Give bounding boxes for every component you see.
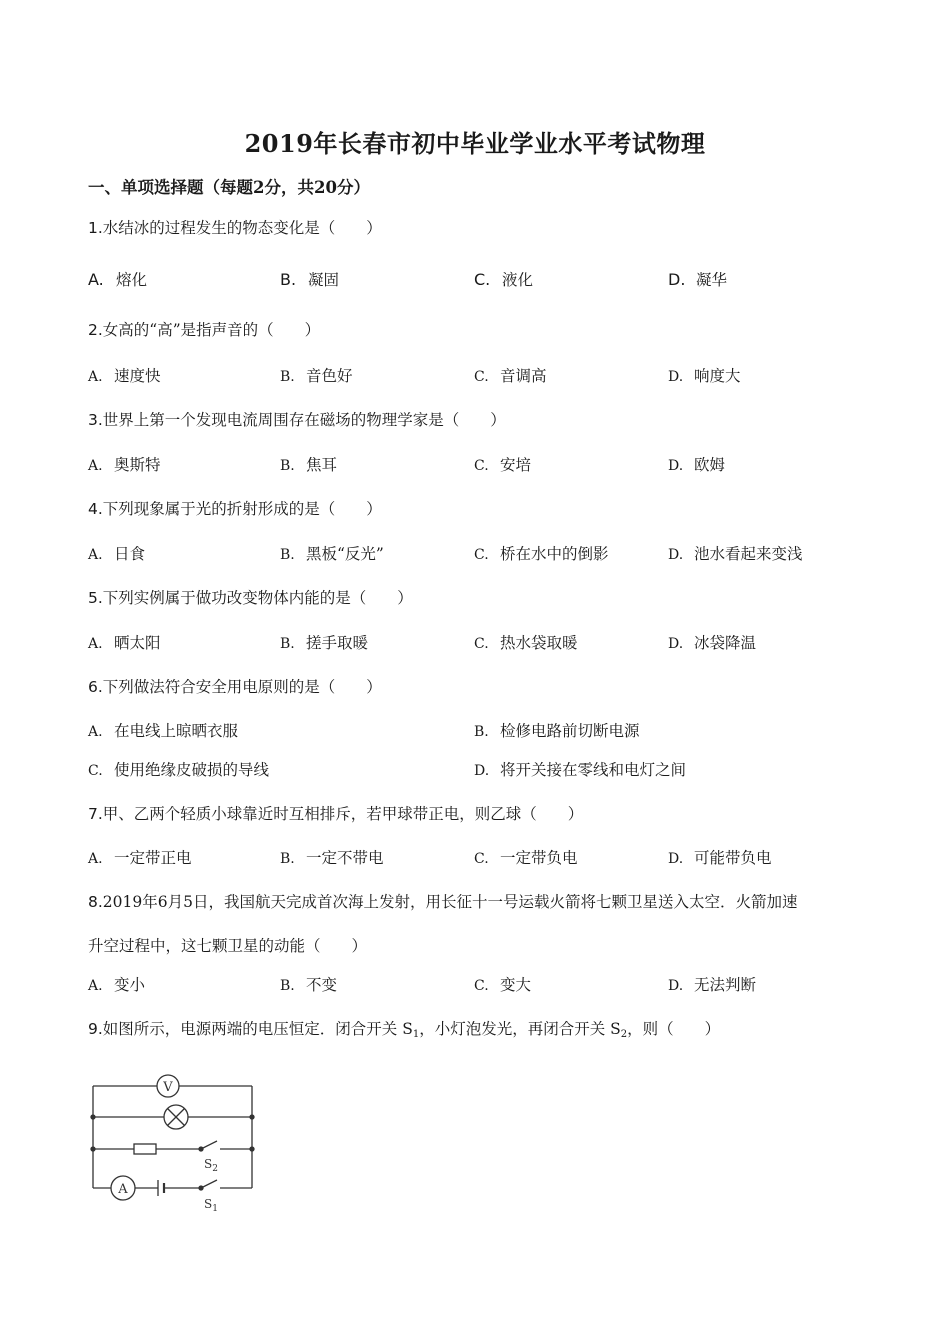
switch-subscript: 2	[212, 1164, 218, 1174]
option-d[interactable]	[668, 453, 725, 475]
ammeter-label: A	[118, 1182, 128, 1197]
option-letter: A.	[88, 369, 103, 385]
option-letter: D.	[474, 763, 490, 779]
question-number: 5.	[88, 589, 103, 607]
option-text: 液化	[502, 271, 534, 289]
question-6	[88, 675, 382, 697]
option-letter: A.	[88, 458, 103, 474]
option-text: 变大	[500, 976, 532, 994]
circuit-diagram	[84, 1070, 264, 1220]
question-number: 3.	[88, 411, 103, 429]
option-c[interactable]	[474, 846, 578, 868]
question-text: 2019年6月5日，我国航天完成首次海上发射，用长征十一号运载火箭将七颗卫星送入太空．火箭加速	[102, 893, 798, 911]
option-text: 凝华	[696, 271, 728, 289]
switch-letter: S	[204, 1197, 213, 1211]
option-letter: B.	[280, 636, 295, 652]
question-text: 下列现象属于光的折射形成的是（ ）	[102, 500, 382, 518]
option-text: 欧姆	[694, 456, 726, 474]
option-text: 焦耳	[306, 456, 338, 474]
voltmeter-label: V	[163, 1080, 173, 1095]
option-c[interactable]	[474, 631, 578, 653]
option-c[interactable]	[474, 268, 533, 290]
option-a[interactable]	[88, 542, 145, 564]
option-b[interactable]	[280, 973, 337, 995]
junction-dot	[250, 1147, 254, 1151]
option-letter: C.	[474, 851, 489, 867]
question-7	[88, 802, 583, 824]
option-letter: A.	[88, 547, 103, 563]
option-b[interactable]	[474, 719, 640, 741]
option-a[interactable]	[88, 631, 161, 653]
option-letter: A.	[88, 978, 103, 994]
question-2	[88, 318, 320, 340]
option-text: 凝固	[308, 271, 340, 289]
option-b[interactable]	[280, 453, 337, 475]
page-title: 2019年长春市初中毕业学业水平考试物理	[244, 129, 706, 158]
question-text: 水结冰的过程发生的物态变化是（ ）	[102, 219, 382, 237]
option-text: 使用绝缘皮破损的导线	[114, 761, 270, 779]
option-letter: D.	[668, 636, 684, 652]
option-text: 响度大	[694, 367, 741, 385]
option-text: 黑板“反光”	[306, 545, 384, 563]
switch-s2-label	[204, 1157, 218, 1174]
switch-s1-label	[204, 1197, 218, 1214]
question-text: 下列实例属于做功改变物体内能的是（ ）	[102, 589, 413, 607]
option-text: 热水袋取暖	[500, 634, 578, 652]
option-text: 一定带正电	[114, 849, 192, 867]
option-a[interactable]	[88, 453, 161, 475]
option-text: 可能带负电	[694, 849, 772, 867]
option-d[interactable]	[668, 542, 803, 564]
option-b[interactable]	[280, 631, 368, 653]
option-text: 冰袋降温	[694, 634, 757, 652]
option-letter: D.	[668, 851, 684, 867]
question-text: 世界上第一个发现电流周围存在磁场的物理学家是（ ）	[102, 411, 506, 429]
question-number: 1.	[88, 219, 103, 237]
option-a[interactable]	[88, 268, 147, 290]
option-text: 将开关接在零线和电灯之间	[500, 761, 687, 779]
question-4	[88, 497, 382, 519]
option-letter: D.	[668, 369, 684, 385]
question-text-part: ，小灯泡发光，再闭合开关 S	[419, 1020, 621, 1038]
subscript: 2	[620, 1029, 628, 1040]
option-letter: D.	[668, 978, 684, 994]
option-letter: C.	[474, 369, 489, 385]
option-letter: D.	[668, 270, 686, 289]
question-1	[88, 216, 382, 238]
option-d[interactable]	[668, 846, 772, 868]
option-letter: C.	[88, 763, 103, 779]
option-c[interactable]	[88, 758, 269, 780]
subscript: 1	[412, 1029, 420, 1040]
option-text: 奥斯特	[114, 456, 161, 474]
section-heading: 一、单项选择题（每题2分，共20分）	[88, 178, 370, 197]
option-a[interactable]	[88, 846, 192, 868]
question-text-part: 如图所示，电源两端的电压恒定．闭合开关 S	[102, 1020, 413, 1038]
question-9	[88, 1017, 720, 1040]
option-text: 无法判断	[694, 976, 757, 994]
option-text: 音色好	[306, 367, 353, 385]
option-text: 熔化	[116, 271, 148, 289]
question-number: 8.	[88, 893, 103, 911]
option-text: 在电线上晾晒衣服	[114, 722, 239, 740]
option-letter: D.	[668, 547, 684, 563]
option-c[interactable]	[474, 542, 609, 564]
option-d[interactable]	[668, 973, 756, 995]
question-text-part: ，则（ ）	[627, 1020, 721, 1038]
option-text: 不变	[306, 976, 338, 994]
option-c[interactable]	[474, 973, 531, 995]
question-number: 4.	[88, 500, 103, 518]
option-text: 速度快	[114, 367, 161, 385]
option-text: 音调高	[500, 367, 547, 385]
question-3	[88, 408, 506, 430]
option-text: 安培	[500, 456, 532, 474]
question-text: 甲、乙两个轻质小球靠近时互相排斥，若甲球带正电，则乙球（ ）	[102, 805, 584, 823]
option-text: 日食	[114, 545, 146, 563]
option-a[interactable]	[88, 364, 161, 386]
option-letter: B.	[280, 270, 297, 289]
option-text: 桥在水中的倒影	[500, 545, 609, 563]
option-text: 池水看起来变浅	[694, 545, 803, 563]
option-letter: B.	[280, 458, 295, 474]
junction-dot	[91, 1147, 95, 1151]
question-number: 7.	[88, 805, 103, 823]
option-letter: C.	[474, 547, 489, 563]
option-letter: A.	[88, 636, 103, 652]
option-a[interactable]	[88, 719, 238, 741]
option-text: 搓手取暖	[306, 634, 369, 652]
switch-s2-blade[interactable]	[201, 1141, 217, 1149]
option-text: 一定不带电	[306, 849, 384, 867]
question-number: 6.	[88, 678, 103, 696]
option-letter: A.	[88, 851, 103, 867]
question-text: 升空过程中，这七颗卫星的动能（ ）	[88, 937, 368, 955]
option-letter: B.	[280, 547, 295, 563]
option-text: 晒太阳	[114, 634, 161, 652]
option-b[interactable]	[280, 268, 339, 290]
question-number: 2.	[88, 321, 103, 339]
option-letter: D.	[668, 458, 684, 474]
option-letter: C.	[474, 270, 491, 289]
option-letter: C.	[474, 978, 489, 994]
option-letter: B.	[474, 724, 489, 740]
option-c[interactable]	[474, 453, 531, 475]
option-letter: A.	[88, 724, 103, 740]
option-letter: C.	[474, 458, 489, 474]
option-a[interactable]	[88, 973, 145, 995]
option-letter: A.	[88, 270, 104, 289]
option-text: 检修电路前切断电源	[500, 722, 640, 740]
option-d[interactable]	[668, 631, 756, 653]
option-d[interactable]	[474, 758, 686, 780]
switch-letter: S	[204, 1157, 213, 1171]
question-text: 女高的“高”是指声音的（ ）	[102, 321, 321, 339]
option-d[interactable]	[668, 268, 727, 290]
option-letter: B.	[280, 851, 295, 867]
option-letter: B.	[280, 369, 295, 385]
junction-dot	[250, 1115, 254, 1119]
question-8-continued	[88, 934, 367, 956]
option-letter: B.	[280, 978, 295, 994]
switch-s1-blade[interactable]	[201, 1180, 217, 1188]
option-b[interactable]	[280, 846, 384, 868]
question-text: 下列做法符合安全用电原则的是（ ）	[102, 678, 382, 696]
question-5	[88, 586, 413, 608]
option-text: 变小	[114, 976, 146, 994]
question-8	[88, 890, 797, 912]
junction-dot	[91, 1115, 95, 1119]
option-b[interactable]	[280, 542, 384, 564]
option-b[interactable]	[280, 364, 353, 386]
question-number: 9.	[88, 1020, 103, 1038]
resistor-symbol	[134, 1144, 156, 1154]
switch-subscript: 1	[212, 1204, 218, 1214]
option-letter: C.	[474, 636, 489, 652]
option-d[interactable]	[668, 364, 741, 386]
option-c[interactable]	[474, 364, 547, 386]
option-text: 一定带负电	[500, 849, 578, 867]
